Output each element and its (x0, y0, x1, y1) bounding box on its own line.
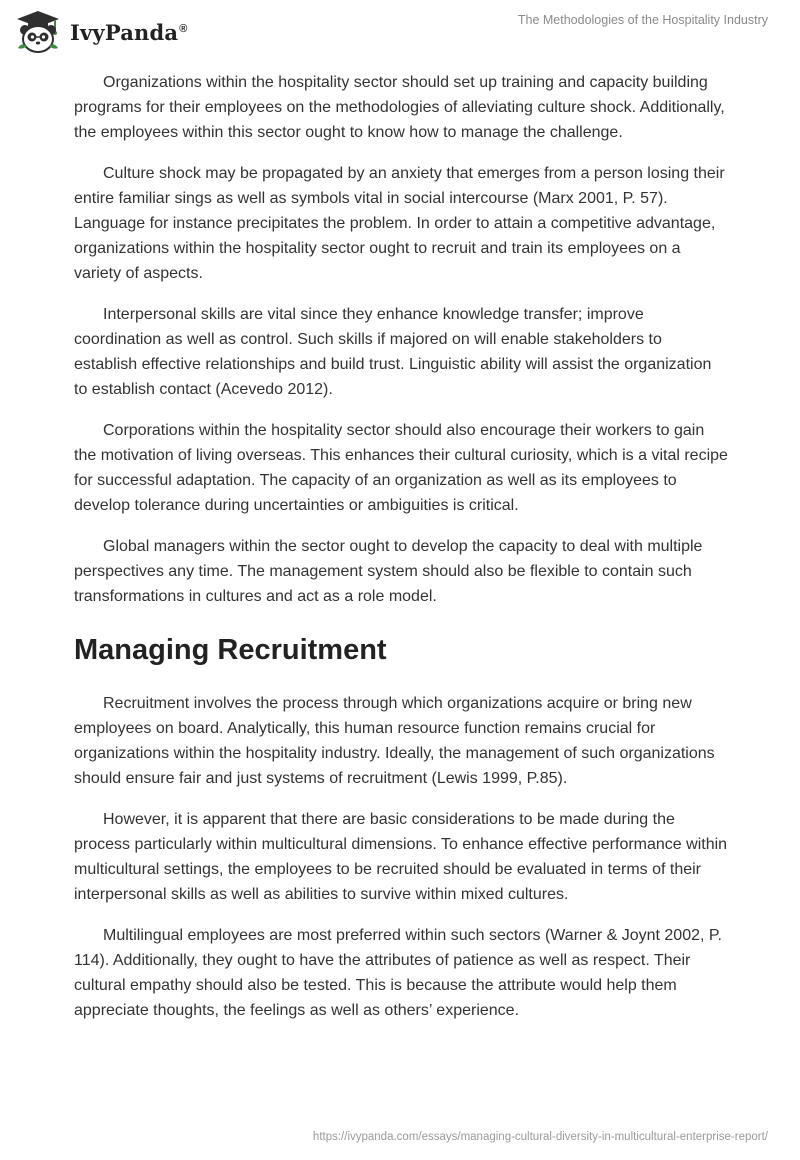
paragraph: Global managers within the sector ought to develop the capacity to deal with multiple perspectives any time. The management system should also be flexible to contain such transformations in cultures and act as a role model. (74, 538, 703, 605)
essay-content (74, 70, 728, 1039)
document-title: The Methodologies of the Hospitality Industry (517, 13, 768, 27)
paragraph: Corporations within the hospitality sector should also encourage their workers to gain the motivation of living overseas. This enhances their cultural curiosity, which is a vital recipe for successful adaptation. The capacity of an organization as well as its employees to develop tolerance during uncertainties or ambiguities is critical. (74, 422, 728, 514)
source-url-link[interactable]: https://ivypanda.com/essays/managing-cultural-diversity-in-multicultural-enterprise-report/ (312, 1131, 768, 1143)
paragraph: However, it is apparent that there are basic considerations to be made during the process particularly within multicultural dimensions. To enhance effective performance within multicultural settings, the employees to be recruited should be evaluated in terms of their interpersonal skills as well as abilities to survive within mixed cultures. (74, 811, 728, 903)
panda-graduate-icon (14, 8, 62, 56)
paragraph: Culture shock may be propagated by an anxiety that emerges from a person losing their entire familiar sings as well as symbols vital in social intercourse (Marx 2001, P. 57). Language for instance precipitates the problem. In order to attain a competitive advantage, organizations within the hospitality sector ought to recruit and train its employees on a variety of aspects. (74, 165, 725, 282)
paragraph: Organizations within the hospitality sector should set up training and capacity building programs for their employees on the methodologies of alleviating culture shock. Additionally, the employees within this sector ought to know how to manage the challenge. (74, 74, 725, 141)
brand-name: IvyPanda® (70, 19, 188, 45)
page-header (0, 0, 800, 70)
paragraph: Multilingual employees are most preferred within such sectors (Warner & Joynt 2002, P. 114). Additionally, they ought to have the attributes of patience as well as respect. Their cultural empathy should also be tested. This is because the attribute would help them appreciate thoughts, the feelings as well as others’ experience. (74, 927, 722, 1019)
section-heading: Managing Recruitment (74, 634, 387, 666)
paragraph: Interpersonal skills are vital since they enhance knowledge transfer; improve coordination as well as control. Such skills if majored on will enable stakeholders to establish effective relationships and build trust. Linguistic ability will assist the organization to establish contact (Acevedo 2012). (74, 306, 712, 398)
paragraph: Recruitment involves the process through which organizations acquire or bring new employees on board. Analytically, this human resource function remains crucial for organizations within the hospitality industry. Ideally, the management of such organizations should ensure fair and just systems of recruitment (Lewis 1999, P.85). (74, 695, 715, 787)
registered-mark: ® (179, 22, 188, 35)
brand-logo[interactable] (14, 8, 188, 56)
